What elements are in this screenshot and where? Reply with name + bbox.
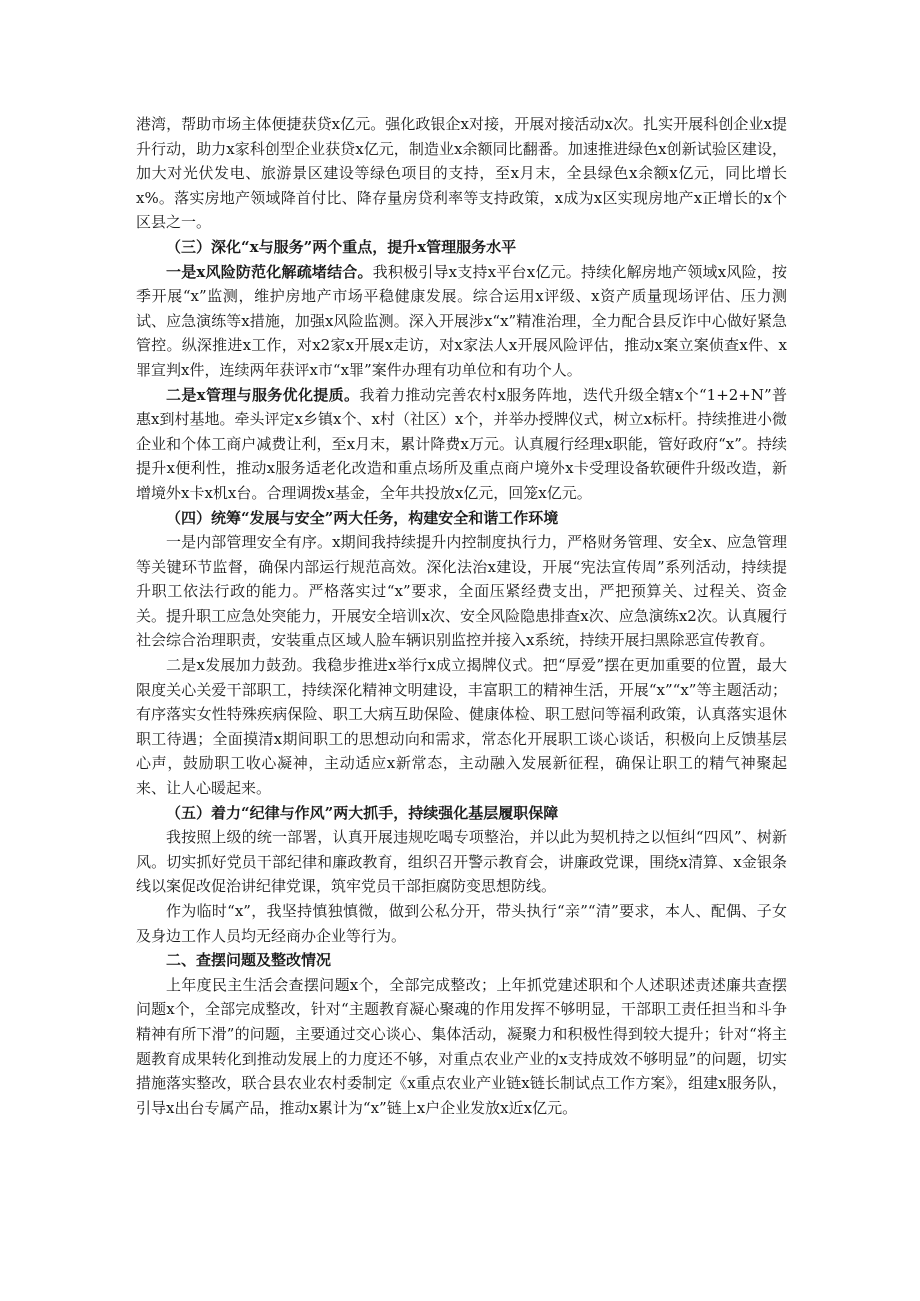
paragraph-body: x期间我持续提升内控制度执行力，严格财务管理、安全x、应急管理等关键环节监督，确保内部运行规范高效。深化法治x建设，开展“宪法宣传周”系列活动，持续提升职工依法行政的能力。严格落实过“x”要求，全面压紧经费支出，严把预算关、过程关、资金关。提升职工应急处突能力，开展安全培训x次、安全风险隐患排查x次、应急演练x2次。认真履行社会综合治理职责，安装重点区域人脸车辆识别监控并接入x系统，持续开展扫黑除恶宣传教育。	[136, 533, 787, 650]
paragraph-development-boost	[136, 653, 787, 801]
document-page	[136, 112, 787, 1120]
section-heading-two: 二、查摆问题及整改情况	[166, 951, 332, 970]
paragraph-lead: 一是x风险防范化解疏堵结合。	[166, 262, 373, 281]
paragraph-body: 我积极引导x支持x平台x亿元。持续化解房地产领域x风险，按季开展“x”监测，维护房地产市场平稳健康发展。综合运用x评级、x资产质量现场评估、压力测试、应急演练等x措施，加强x风险监测。深入开展涉x“x”精准治理，全力配合县反诈中心做好紧急管控。纵深推进x工作，对x2家x开展x走访，对x家法人x开展风险评估，推动x案立案侦查x件、x罪宣判x件，连续两年获评x市“x罪”案件办理有功单位和有功个人。	[136, 262, 787, 379]
paragraph-lead: 二是x发展加力鼓劲。	[166, 656, 312, 675]
paragraph-internal-management	[136, 530, 787, 653]
section-heading-5: （五）着力“纪律与作风”两大抓手，持续强化基层履职保障	[166, 803, 559, 822]
paragraph-lead: 二是x管理与服务优化提质。	[166, 385, 360, 404]
section-heading-3: （三）深化“x与服务”两个重点，提升x管理服务水平	[166, 237, 517, 256]
section-heading-4: （四）统筹“发展与安全”两大任务，构建安全和谐工作环境	[166, 508, 559, 527]
paragraph-discipline: 我按照上级的统一部署，认真开展违规吃喝专项整治，并以此为契机持之以恒纠“四风”、树新风。切实抓好党员干部纪律和廉政教育，组织召开警示教育会，讲廉政党课，围绕x清算、x金银条线以案促改促治讲纪律党课，筑牢党员干部拒腐防变思想防线。	[136, 828, 787, 896]
paragraph-management-service	[136, 383, 787, 506]
paragraph-financing: 港湾，帮助市场主体便捷获贷x亿元。强化政银企x对接，开展对接活动x次。扎实开展科创企业x提升行动，助力x家科创型企业获贷x亿元，制造业x余额同比翻番。加速推进绿色x创新试验区建设，加大对光伏发电、旅游景区建设等绿色项目的支持，至x月末，全县绿色x余额x亿元，同比增长x%。落实房地产领域降首付比、降存量房贷利率等支持政策，x成为x区实现房地产x正增长的x个区县之一。	[136, 115, 787, 232]
paragraph-body: 我稳步推进x举行x成立揭牌仪式。把“厚爱”摆在更加重要的位置，最大限度关心关爱干部职工，持续深化精神文明建设，丰富职工的精神生活，开展“x”“x”等主题活动；有序落实女性特殊疾病保险、职工大病互助保险、健康体检、职工慰问等福利政策，认真落实退休职工待遇；全面摸清x期间职工的思想动向和需求，常态化开展职工谈心谈话，积极向上反馈基层心声，鼓励职工收心凝神，主动适应x新常态，主动融入发展新征程，确保让职工的精气神聚起来、让人心暖起来。	[136, 656, 787, 798]
paragraph-rectification: 上年度民主生活会查摆问题x个，全部完成整改；上年抓党建述职和个人述职述责述廉共查摆问题x个，全部完成整改，针对“主题教育凝心聚魂的作用发挥不够明显，干部职工责任担当和斗争精神有所下滑”的问题，主要通过交心谈心、集体活动，凝聚力和积极性得到较大提升；针对“将主题教育成果转化到推动发展上的力度还不够，对重点农业产业的x支持成效不够明显”的问题，切实措施落实整改，联合县农业农村委制定《x重点农业产业链x链长制试点工作方案》，组建x服务队，引导x出台专属产品，推动x累计为“x”链上x户企业发放x近x亿元。	[136, 975, 787, 1117]
paragraph-body: 我着力推动完善农村x服务阵地，迭代升级全辖x个“1+2+N”普惠x到村基地。牵头评定x乡镇x个、x村（社区）x个，并举办授牌仪式，树立x标杆。持续推进小微企业和个体工商户减费让利，至x月末，累计降费x万元。认真履行经理x职能，管好政府“x”。持续提升x便利性，推动x服务适老化改造和重点场所及重点商户境外x卡受理设备软硬件升级改造，新增境外x卡x机x台。合理调拨x基金，全年共投放x亿元，回笼x亿元。	[136, 385, 788, 502]
paragraph-risk-prevention	[136, 260, 787, 383]
paragraph-integrity: 作为临时“x”，我坚持慎独慎微，做到公私分开，带头执行“亲”“清”要求，本人、配偶、子女及身边工作人员均无经商办企业等行为。	[136, 902, 787, 945]
paragraph-lead: 一是内部管理安全有序。	[166, 533, 333, 552]
